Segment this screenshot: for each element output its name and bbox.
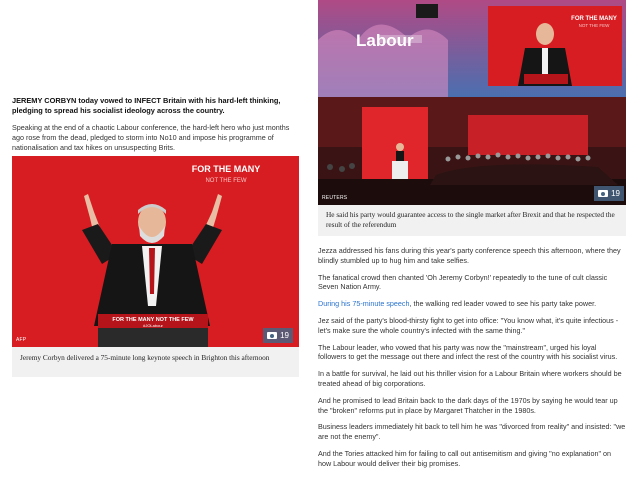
- conference-audience-photo[interactable]: [318, 97, 626, 205]
- paragraph: And he promised to lead Britain back to the dark days of the 1970s by saying he would tear up the "broken" reforms put in place by Margaret Thatcher in the 1980s.: [318, 395, 618, 415]
- paragraph-rest: , the walking red leader vowed to see his party take power.: [409, 299, 597, 309]
- photo-credit: AFP: [16, 337, 27, 343]
- article-intro: Speaking at the end of a chaotic Labour conference, the hard-left hero who just months ago rose from the dead, pledged to storm into No10 and impose his programme of nationalisation and tax hikes on unsuspecting Brits.: [12, 123, 290, 152]
- paragraph: And the Tories attacked him for failing to call out antisemitism and giving "no explanation" on how Labour would deliver their big promises.: [318, 448, 612, 468]
- gallery-count-right: 19: [611, 189, 620, 198]
- paragraph-with-link: [318, 299, 626, 309]
- paragraph: In a battle for survival, he laid out his thriller vision for a Labour Britain where workers should be treated ahead of big corporations.: [318, 369, 622, 388]
- slogan-sub: NOT THE FEW: [205, 178, 247, 184]
- conference-stage-image: [318, 0, 626, 97]
- corbyn-photo[interactable]: [12, 156, 299, 347]
- paragraph: The fanatical crowd then chanted 'Oh Jeremy Corbyn!' repeatedly to the tune of cult classic Seven Nation Army.: [318, 272, 608, 292]
- lectern-slogan: FOR THE MANY NOT THE FEW: [112, 317, 194, 323]
- speech-link[interactable]: During his 75-minute speech: [318, 299, 410, 309]
- camera-icon: [267, 332, 277, 339]
- left-column: [12, 0, 299, 479]
- gallery-count: 19: [280, 331, 289, 340]
- screen-slogan-main: FOR THE MANY: [571, 16, 617, 22]
- photo-caption: Jeremy Corbyn delivered a 75-minute long keynote speech in Brighton this afternoon: [12, 347, 299, 377]
- paragraph: The Labour leader, who vowed that his party was now the "mainstream", urged his loyal followers to get the message out there and infect the rest of the country with his socialist virus.: [318, 342, 618, 362]
- photo-caption-right: He said his party would guarantee access to the single market after Brexit and that he respected the result of the referendum: [318, 205, 626, 236]
- paragraph: Jezza addressed his fans during this year's party conference speech this afternoon, where they blindly stumbled up to hug him and take selfies.: [318, 246, 621, 265]
- gallery-button-right[interactable]: [594, 186, 624, 201]
- right-column: [318, 0, 626, 479]
- article-body: [318, 246, 626, 476]
- conference-stage-photo[interactable]: [318, 0, 626, 97]
- gallery-button[interactable]: [263, 328, 293, 343]
- article-lede: JEREMY CORBYN today vowed to INFECT Britain with his hard-left thinking, pledging to spread his socialist ideology across the country.: [12, 96, 281, 115]
- banner-text: Labour: [356, 31, 414, 50]
- lectern-hashtag: #JOLabour: [143, 323, 163, 328]
- paragraph: Business leaders immediately hit back to tell him he was "divorced from reality" and insisted: "we are not the enemy".: [318, 422, 626, 442]
- camera-icon: [598, 190, 608, 197]
- conference-audience-image: [318, 97, 626, 205]
- corbyn-speech-image: [12, 156, 299, 347]
- photo-credit-reuters: REUTERS: [322, 195, 348, 201]
- paragraph: Jez said of the party's blood-thirsty fight to get into office: "You know what, it's quite infectious - let's make sure the whole country's infected with the same thing.": [318, 315, 619, 335]
- slogan-main: FOR THE MANY: [191, 164, 261, 174]
- screen-slogan-sub: NOT THE FEW: [578, 23, 610, 28]
